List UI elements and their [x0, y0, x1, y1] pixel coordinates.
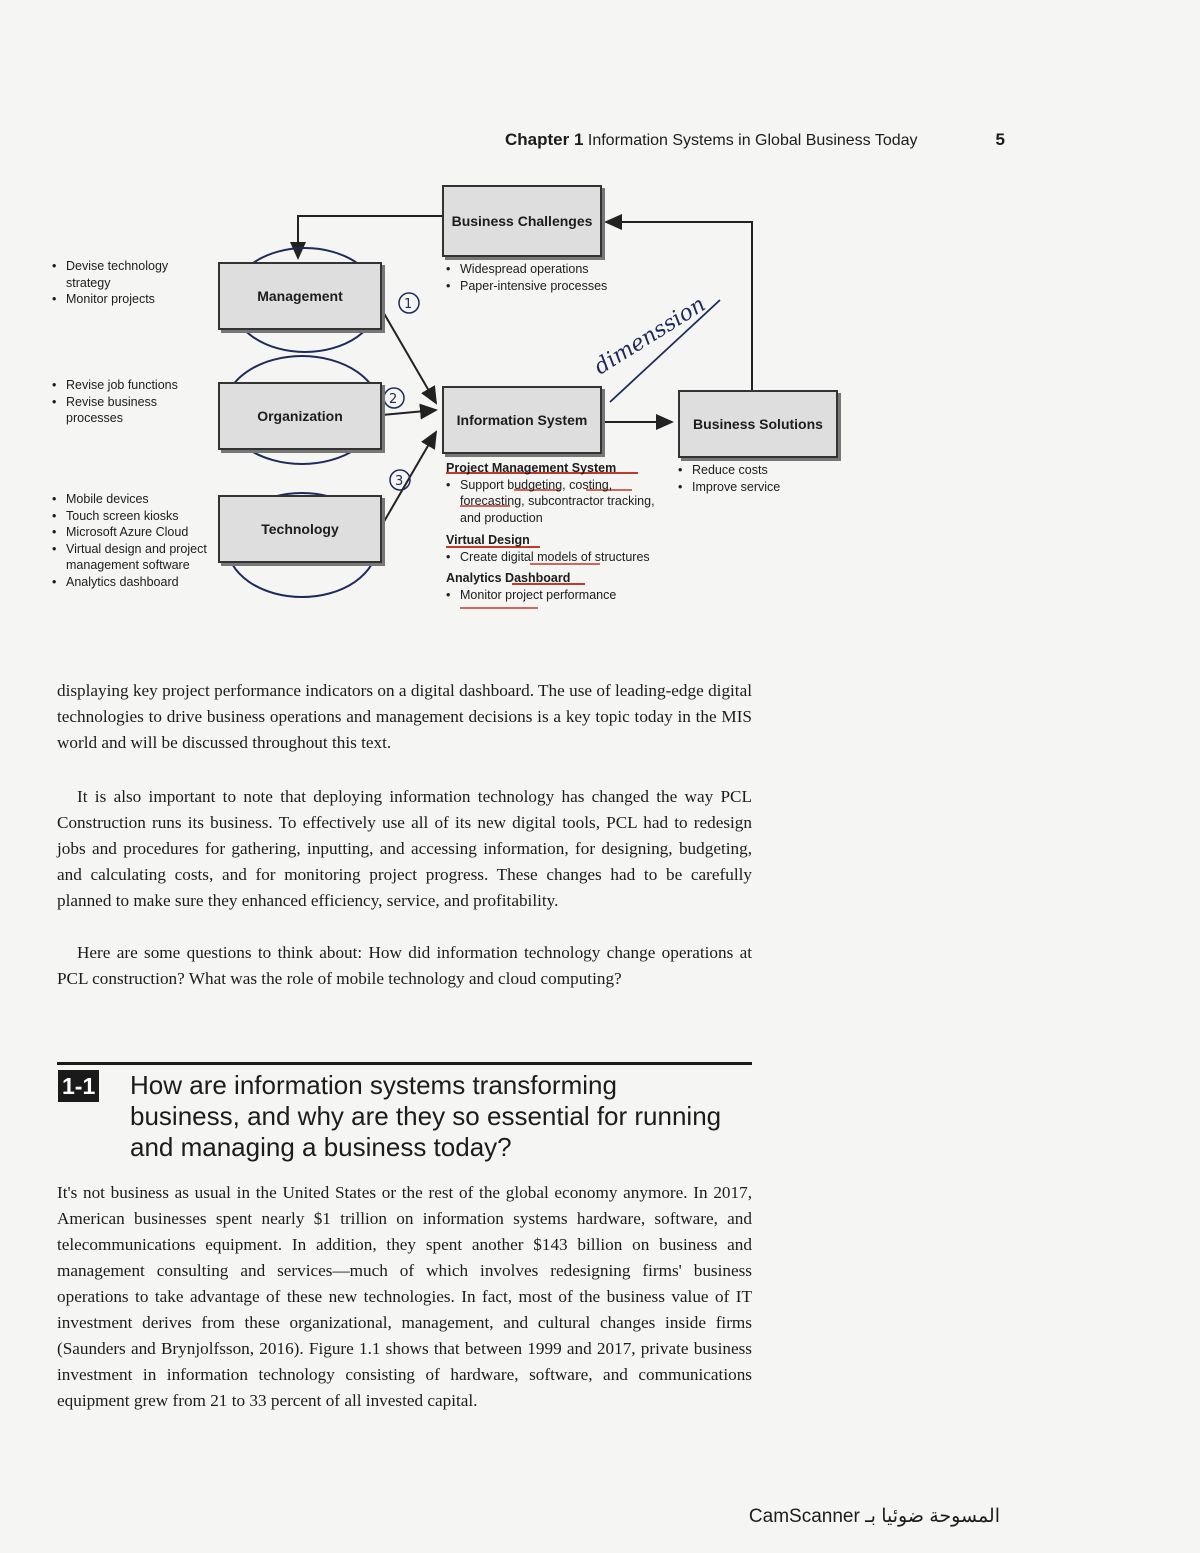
section-heading: How are information systems transforming business, and why are they so essential for running and managing a business today? [130, 1070, 722, 1162]
technology-bullet-list [52, 491, 212, 590]
page-number: 5 [995, 130, 1005, 149]
figure-diagram [40, 170, 920, 640]
handwritten-number-2: 2 [389, 392, 398, 407]
list-item: • Improve service [678, 479, 848, 496]
organization-bullet-list [52, 377, 192, 427]
list-item: • Virtual design and project management software [52, 541, 212, 574]
box-information-system: Information System [442, 386, 602, 454]
box-business-challenges: Business Challenges [442, 185, 602, 257]
list-item: • Microsoft Azure Cloud [52, 524, 212, 541]
box-business-solutions: Business Solutions [678, 390, 838, 458]
list-item: • Devise technology strategy [52, 258, 192, 291]
list-item: • Revise business processes [52, 394, 192, 427]
box-organization: Organization [218, 382, 382, 450]
body-paragraph-4: It's not business as usual in the United States or the rest of the global economy anymore. In 2017, American businesses spent nearly $1 trillion on information systems hardware, software, and telecommunications equipment. In addition, they spent another $143 billion on business and management consulting and services—much of which involves redesigning firms' business operations to take advantage of these new technologies. In fact, most of the business value of IT investment derives from these organizational, management, and cultural changes inside firms (Saunders and Brynjolfsson, 2016). Figure 1.1 shows that between 1999 and 2017, private business investment in information technology consisting of hardware, software, and communications equipment grew from 21 to 33 percent of all invested capital. [57, 1183, 752, 1410]
system-section-project-management [446, 460, 666, 526]
body-paragraph-2: It is also important to note that deploying information technology has changed the way PCL Construction runs its business. To effectively use all of its new digital tools, PCL had to redesign jobs and procedures for gathering, inputting, and accessing information, for designing, budgeting, and calculating costs, and for monitoring project progress. These changes had to be carefully planned to make sure they enhanced efficiency, service, and profitability. [57, 787, 752, 910]
section-title: Project Management System [446, 461, 617, 475]
body-paragraph-1: displaying key project performance indicators on a digital dashboard. The use of leading-edge digital technologies to drive business operations and management decisions is a key topic today in the MIS world and will be discussed throughout this text. [57, 681, 752, 752]
arrow-challenges-to-management [298, 216, 442, 258]
list-item: • Mobile devices [52, 491, 212, 508]
solutions-bullet-list [678, 462, 848, 495]
box-technology: Technology [218, 495, 382, 563]
handwritten-number-1: 1 [404, 297, 413, 312]
chapter-label: Chapter 1 [505, 130, 584, 149]
list-item: • Reduce costs [678, 462, 848, 479]
system-section-analytics-dashboard [446, 570, 686, 603]
section-title: Virtual Design [446, 533, 530, 547]
list-item: • Monitor project performance [446, 587, 686, 604]
chapter-title: Information Systems in Global Business Today [587, 132, 918, 149]
list-item: • Monitor projects [52, 291, 192, 308]
handwritten-number-3: 3 [395, 474, 404, 489]
camscanner-watermark: المسوحة ضوئيا بـ CamScanner [748, 1506, 1000, 1527]
handwritten-dimension-note: dimenssion [589, 292, 711, 381]
section-number-badge: 1-1 [58, 1070, 99, 1102]
section-rule [57, 1062, 752, 1065]
system-section-virtual-design [446, 532, 706, 565]
challenges-bullet-list [446, 261, 686, 294]
list-item: • Paper-intensive processes [446, 278, 686, 295]
page-header [505, 130, 1005, 150]
list-item: • Analytics dashboard [52, 574, 212, 591]
arrow-organization-to-system [382, 410, 436, 415]
section-title: Analytics Dashboard [446, 571, 571, 585]
list-item: • Widespread operations [446, 261, 686, 278]
list-item: • Create digital models of structures [446, 549, 706, 566]
list-item: • Touch screen kiosks [52, 508, 212, 525]
management-bullet-list [52, 258, 192, 308]
box-management: Management [218, 262, 382, 330]
list-item: • Support budgeting, costing, forecasting, subcontractor tracking, and production [446, 477, 666, 527]
body-paragraph-3: Here are some questions to think about: How did information technology change operations at PCL construction? What was the role of mobile technology and cloud computing? [57, 943, 752, 988]
list-item: • Revise job functions [52, 377, 192, 394]
